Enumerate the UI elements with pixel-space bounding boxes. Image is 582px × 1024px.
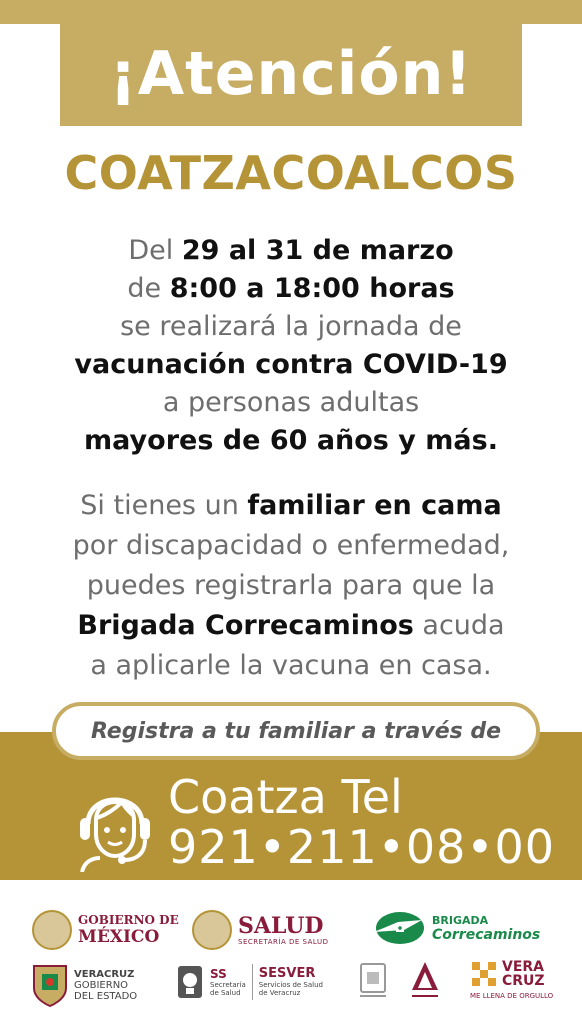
city-heading: COATZACOALCOS <box>64 146 518 200</box>
salud-seal-icon <box>192 910 232 950</box>
veracruz-gobierno-logo: VERACRUZ GOBIERNO DEL ESTADO <box>32 962 137 1008</box>
roadrunner-icon <box>370 910 428 946</box>
age-line: mayores de 60 años y más. <box>84 425 498 456</box>
mexico-seal-icon <box>32 910 72 950</box>
family-line: Si tienes un familiar en cama <box>80 490 502 521</box>
title-banner <box>60 22 522 126</box>
city-hall-logo-icon <box>358 960 388 1000</box>
contact-phone: 921•211•08•00 <box>168 820 556 874</box>
flower-pattern-icon <box>470 960 498 988</box>
ss-sesver-logo: SS Secretaría de Salud SESVER Servicios de Salud de Veracruz <box>174 962 323 1002</box>
family-info <box>0 486 582 686</box>
brigade-line: Brigada Correcaminos acuda <box>77 610 505 641</box>
contact-name: Coatza Tel <box>168 770 403 824</box>
info-line: se realizará la jornada de <box>120 311 462 342</box>
brigada-correcaminos-logo: BRIGADA Correcaminos <box>370 910 540 946</box>
municipal-emblem-icon <box>408 958 442 1002</box>
veracruz-shield-icon <box>32 962 68 1008</box>
vaccination-line: vacunación contra COVID-19 <box>74 349 508 380</box>
hours-line: de 8:00 a 18:00 horas <box>127 273 455 304</box>
ss-eagle-icon <box>174 962 206 1002</box>
family-line: a aplicarle la vacuna en casa. <box>90 650 492 681</box>
info-line: a personas adultas <box>162 387 420 418</box>
veracruz-orgullo-logo: VERA CRUZ ME LLENA DE ORGULLO <box>470 959 554 1000</box>
gobierno-mexico-logo: GOBIERNO DE MÉXICO <box>32 910 179 950</box>
register-prompt: Registra a tu familiar a través de <box>90 718 502 744</box>
family-line: puedes registrarla para que la <box>86 570 496 601</box>
logo-divider <box>252 964 253 1000</box>
salud-logo: SALUD SECRETARÍA DE SALUD <box>192 910 328 950</box>
schedule-info <box>0 232 582 460</box>
family-line: por discapacidad o enfermedad, <box>72 530 510 561</box>
register-pill <box>52 702 540 760</box>
date-line: Del 29 al 31 de marzo <box>128 235 454 266</box>
top-color-band <box>0 0 582 24</box>
page-title: ¡Atención! <box>109 39 473 109</box>
call-center-agent-icon <box>70 772 160 872</box>
